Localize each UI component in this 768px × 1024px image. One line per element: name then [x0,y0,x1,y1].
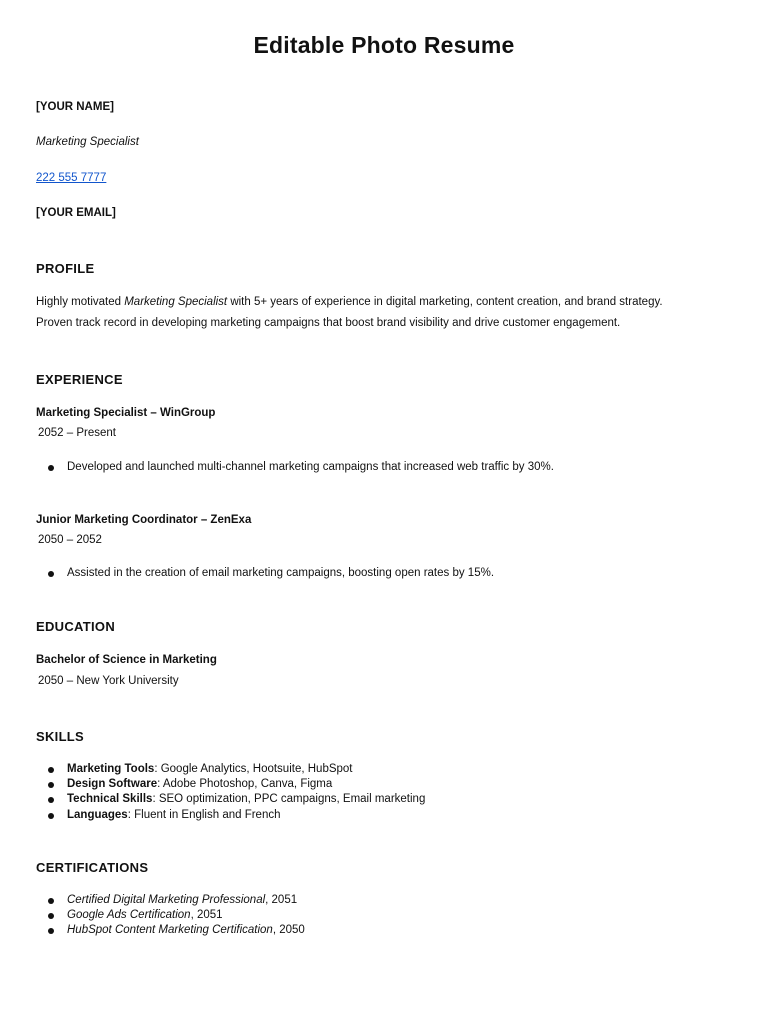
skill-value: : Google Analytics, Hootsuite, HubSpot [154,763,353,775]
bullet-dot-icon [48,465,54,471]
skill-value: : Fluent in English and French [127,808,281,821]
contact-email: [YOUR EMAIL] [36,207,116,219]
profile-line-1 [36,292,736,313]
skill-label: Technical Skills [67,793,153,806]
education-degree: Bachelor of Science in Marketing [36,654,217,666]
skill-value: : Adobe Photoshop, Canva, Figma [157,778,333,791]
certifications-list [36,893,305,939]
list-item [36,777,425,792]
education-heading: EDUCATION [36,619,116,634]
job-dates: 2050 – 2052 [38,534,102,546]
bullet-dot-icon [48,767,54,773]
certification-name: Certified Digital Marketing Professional [67,894,266,906]
job-dates: 2052 – Present [38,427,117,439]
certification-name: Google Ads Certification [67,909,191,922]
certification-name: HubSpot Content Marketing Certification [67,924,273,937]
profile-line-1-post: with 5+ years of experience in digital marketing, content creation, and brand strategy. [227,296,663,308]
bullet-text: Assisted in the creation of email marketing campaigns, boosting open rates by 15%. [67,567,495,579]
bullet-dot-icon [48,782,54,788]
experience-heading: EXPERIENCE [36,372,123,387]
profile-heading: PROFILE [36,261,95,276]
skills-list [36,762,425,823]
bullet-dot-icon [48,913,54,919]
list-item [36,792,425,807]
bullet-dot-icon [48,928,54,934]
bullet-dot-icon [48,571,54,577]
bullet-dot-icon [48,898,54,904]
skills-heading: SKILLS [36,729,85,744]
list-item [36,893,305,908]
job-title: Marketing Specialist – WinGroup [36,407,216,419]
profile-role-emphasis: Marketing Specialist [124,296,228,308]
job-bullets [36,566,494,581]
profile-paragraph [36,292,736,334]
job-bullets [36,460,554,475]
list-item [36,908,305,923]
list-item [36,762,425,777]
profile-line-1-pre: Highly motivated [36,296,125,308]
skill-value: : SEO optimization, PPC campaigns, Email marketing [152,793,426,806]
certifications-heading: CERTIFICATIONS [36,860,149,875]
skill-label: Languages [67,808,128,821]
list-item [36,566,494,581]
page-title: Editable Photo Resume [253,32,515,58]
profile-line-2: Proven track record in developing marketing campaigns that boost brand visibility and drive customer engagement. [36,317,621,329]
bullet-text: Developed and launched multi-channel marketing campaigns that increased web traffic by 30%. [67,461,554,473]
skill-label: Marketing Tools [67,763,155,775]
bullet-dot-icon [48,797,54,803]
list-item [36,808,425,823]
bullet-dot-icon [48,813,54,819]
contact-name: [YOUR NAME] [36,101,114,113]
certification-year: , 2051 [265,894,298,906]
job-title: Junior Marketing Coordinator – ZenExa [36,514,252,526]
certification-year: , 2051 [190,909,223,922]
contact-role: Marketing Specialist [36,136,139,148]
skill-label: Design Software [67,778,158,791]
certification-year: , 2050 [272,924,305,937]
list-item [36,460,554,475]
phone-link[interactable]: 222 555 7777 [36,172,107,184]
education-details: 2050 – New York University [38,675,179,687]
list-item [36,923,305,938]
